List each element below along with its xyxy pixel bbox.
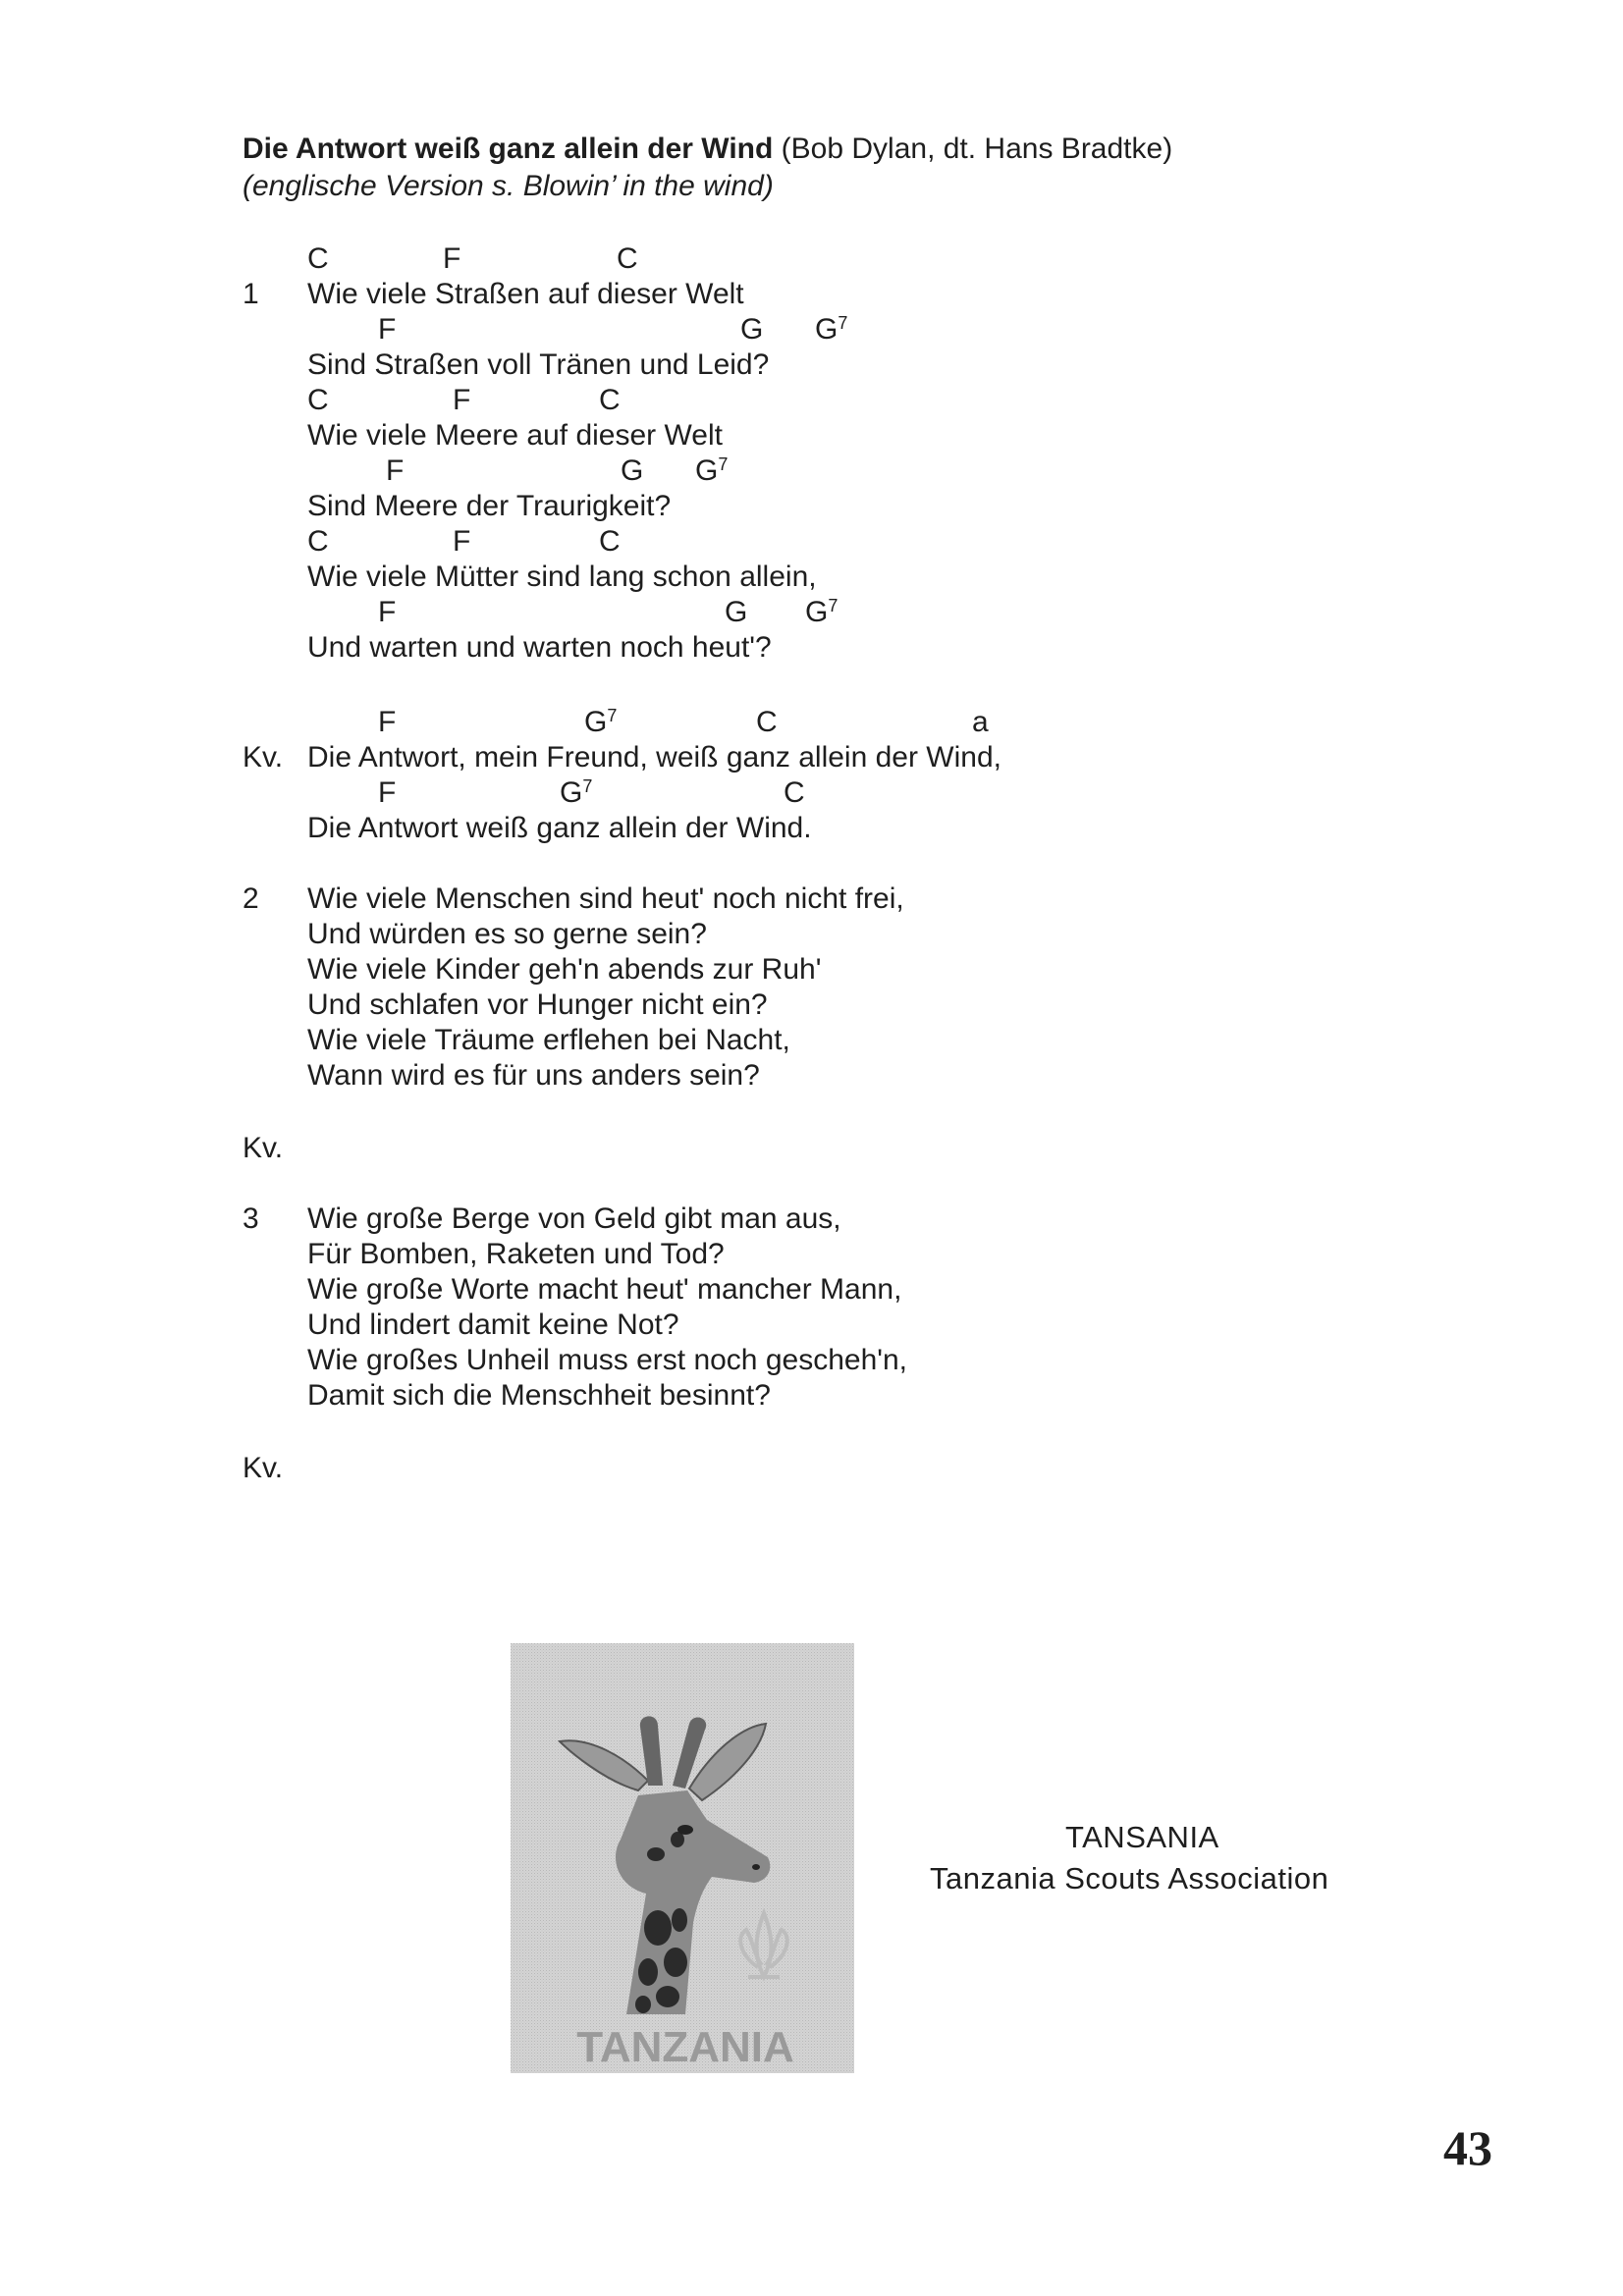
chord-base: G [584,706,608,738]
verse-1-number: 1 [243,278,259,310]
chord: F [378,706,397,738]
chord: F [378,313,397,346]
chord-base: G [815,313,839,346]
chord: F [453,384,471,416]
chord: G [621,454,644,487]
caption-association: Tanzania Scouts Association [930,1861,1329,1896]
chord: F [443,242,461,275]
caption-country: TANSANIA [1065,1820,1219,1854]
chord-superscript: 7 [718,454,729,474]
verse-1-line-1: Wie viele Straßen auf dieser Welt [307,278,744,310]
verse-2-line-4: Und schlafen vor Hunger nicht ein? [307,988,768,1021]
chorus-line-1: Die Antwort, mein Freund, weiß ganz allein der Wind, [307,741,1001,774]
chord: C [784,776,805,809]
emblem-text: TANZANIA [576,2023,794,2071]
verse-2-refrain: Kv. [243,1132,284,1164]
chorus-label: Kv. [243,741,284,774]
verse-2-line-5: Wie viele Träume erflehen bei Nacht, [307,1024,790,1056]
verse-3-line-6: Damit sich die Menschheit besinnt? [307,1379,771,1412]
chord: C [756,706,778,738]
chord: C [307,525,329,558]
verse-3-line-3: Wie große Worte macht heut' mancher Mann, [307,1273,902,1306]
chord-g7 [695,454,728,492]
verse-2-line-3: Wie viele Kinder geh'n abends zur Ruh' [307,953,822,986]
chord: F [453,525,471,558]
chord: C [599,525,621,558]
verse-2-line-2: Und würden es so gerne sein? [307,918,707,950]
page-number: 43 [1443,2120,1492,2175]
chord-base: G [695,454,719,487]
chord-base: G [560,776,583,809]
song-authors: (Bob Dylan, dt. Hans Bradtke) [781,133,1173,165]
chord: a [972,706,989,738]
verse-2-line-6: Wann wird es für uns anders sein? [307,1059,760,1092]
song-title-line [243,132,1172,167]
verse-3-number: 3 [243,1202,259,1235]
verse-1-line-5: Wie viele Mütter sind lang schon allein, [307,561,817,593]
chord-g7 [584,705,617,743]
verse-3-line-5: Wie großes Unheil muss erst noch gescheh'n, [307,1344,908,1376]
verse-2-line-1: Wie viele Menschen sind heut' noch nicht frei, [307,882,904,915]
chord-superscript: 7 [828,596,839,615]
chorus-line-2: Die Antwort weiß ganz allein der Wind. [307,812,812,844]
tanzania-scouts-emblem [511,1643,854,2073]
chord: C [617,242,638,275]
song-subtitle: (englische Version s. Blowin’ in the wind) [243,170,774,202]
chord-g7 [560,775,592,814]
chord: C [307,242,329,275]
chord: G [725,596,748,628]
verse-1-line-2: Sind Straßen voll Tränen und Leid? [307,348,770,381]
chord: C [307,384,329,416]
chord-g7 [815,312,847,350]
chord: F [378,596,397,628]
verse-3-line-4: Und lindert damit keine Not? [307,1308,679,1341]
chord-superscript: 7 [838,313,848,333]
verse-3-line-1: Wie große Berge von Geld gibt man aus, [307,1202,841,1235]
chord: G [740,313,764,346]
verse-2-number: 2 [243,882,259,915]
chord: F [378,776,397,809]
verse-3-refrain: Kv. [243,1452,284,1484]
chord: C [599,384,621,416]
chord-superscript: 7 [607,706,618,725]
chord-superscript: 7 [582,776,593,796]
chord-g7 [805,595,838,633]
verse-1-line-4: Sind Meere der Traurigkeit? [307,490,672,522]
verse-1-line-3: Wie viele Meere auf dieser Welt [307,419,723,452]
chord: F [386,454,405,487]
verse-3-line-2: Für Bomben, Raketen und Tod? [307,1238,725,1270]
verse-1-line-6: Und warten und warten noch heut'? [307,631,772,664]
chord-base: G [805,596,829,628]
song-title: Die Antwort weiß ganz allein der Wind [243,133,774,165]
